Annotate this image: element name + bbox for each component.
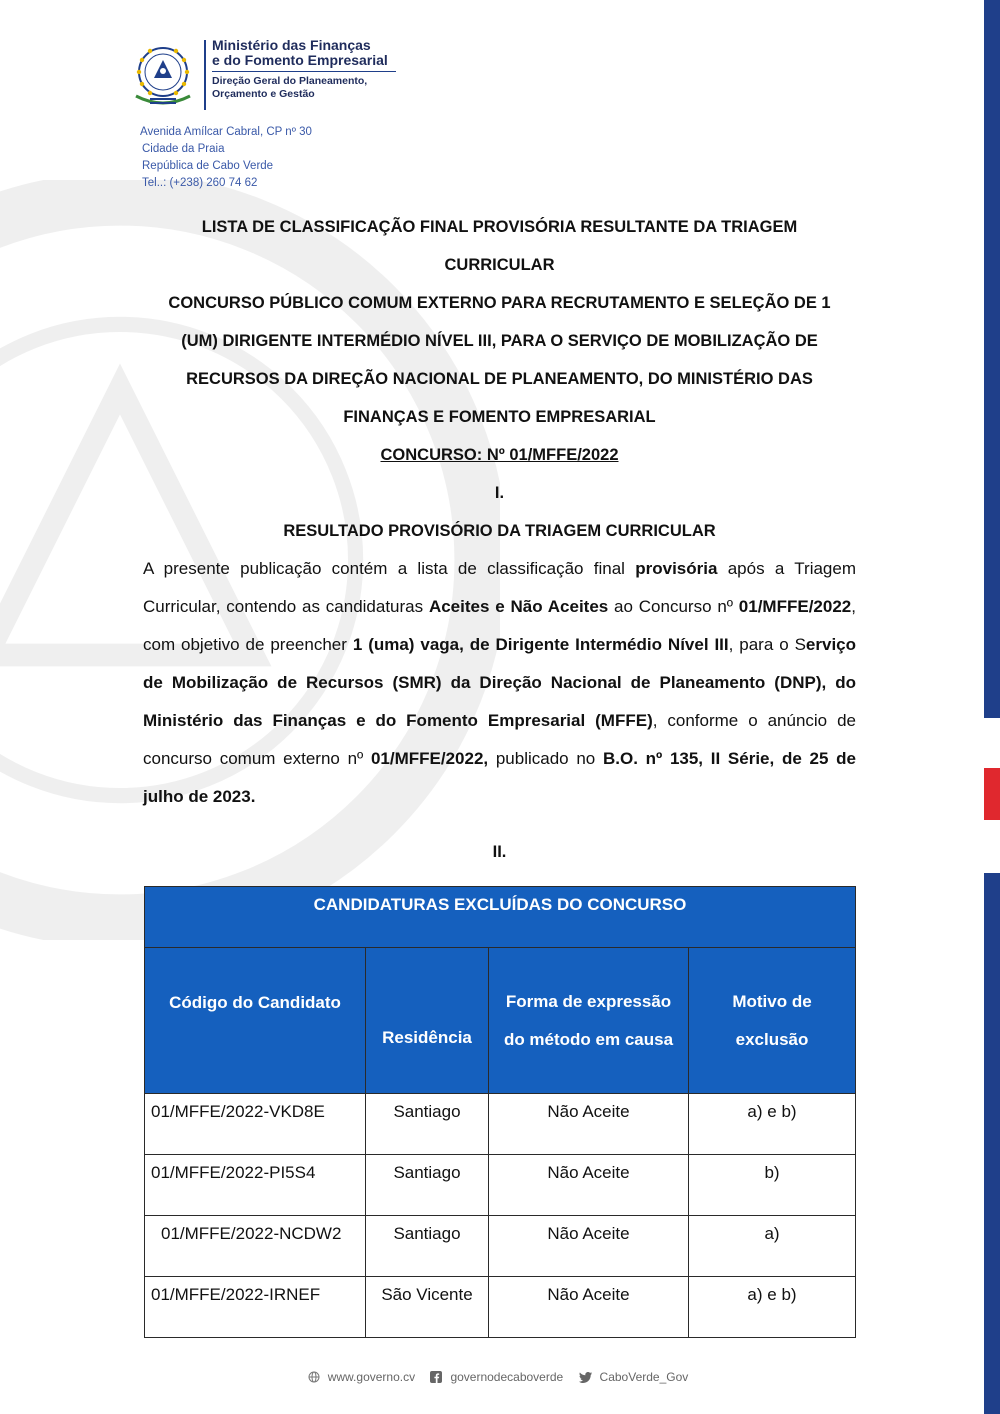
- col-header-forma-line2: do método em causa: [503, 1029, 674, 1049]
- table-row: [145, 1216, 856, 1277]
- cell-motivo: a) e b): [689, 1277, 856, 1338]
- address-line: Cidade da Praia: [142, 143, 225, 155]
- concurso-title-line: FINANÇAS E FOMENTO EMPRESARIAL: [343, 408, 656, 426]
- table-row: [145, 1277, 856, 1338]
- section-1-number: I.: [494, 484, 505, 502]
- cell-residencia: Santiago: [366, 1155, 489, 1216]
- footer-twitter-text: CaboVerde_Gov: [599, 1370, 689, 1384]
- paragraph-text: publicado no: [488, 749, 603, 768]
- footer-facebook-text: governodecaboverde: [450, 1370, 564, 1384]
- globe-icon: [308, 1371, 320, 1383]
- edge-bar-blue-top: [984, 0, 1000, 718]
- excluded-candidates-table: [144, 886, 856, 1338]
- paragraph-text: , para o S: [728, 635, 806, 654]
- address-block: [140, 124, 312, 192]
- col-header-forma: [489, 948, 689, 1094]
- col-header-motivo: [689, 948, 856, 1094]
- footer-twitter[interactable]: [579, 1370, 693, 1384]
- footer: [0, 1370, 1000, 1384]
- col-header-code: Código do Candidato: [145, 948, 366, 1094]
- header-divider: [204, 40, 206, 110]
- table-row: [145, 1155, 856, 1216]
- document-body: [143, 208, 856, 871]
- cell-forma: Não Aceite: [489, 1277, 689, 1338]
- edge-bar-blue-bottom: [984, 873, 1000, 1414]
- cell-code: 01/MFFE/2022-NCDW2: [145, 1216, 366, 1277]
- intro-paragraph: [143, 550, 856, 816]
- cell-forma: Não Aceite: [489, 1094, 689, 1155]
- table-header-row: [145, 948, 856, 1094]
- footer-site[interactable]: [308, 1370, 419, 1384]
- col-header-forma-line1: Forma de expressão: [505, 991, 672, 1011]
- table-title: CANDIDATURAS EXCLUÍDAS DO CONCURSO: [145, 887, 856, 948]
- paragraph-bold: B.O. nº 135, II Série, de 25 de julho de 2023.: [143, 749, 856, 806]
- ministry-line1: Ministério das Finanças: [212, 37, 371, 53]
- col-header-residencia: Residência: [366, 948, 489, 1094]
- paragraph-bold: 01/MFFE/2022: [738, 597, 852, 616]
- cell-code: 01/MFFE/2022-IRNEF: [145, 1277, 366, 1338]
- edge-bar-red: [984, 768, 1000, 820]
- ministry-rule: [212, 71, 396, 72]
- cell-motivo: b): [689, 1155, 856, 1216]
- section-1-title: RESULTADO PROVISÓRIO DA TRIAGEM CURRICULAR: [283, 522, 716, 540]
- concurso-title-line: RECURSOS DA DIREÇÃO NACIONAL DE PLANEAMENTO, DO MINISTÉRIO DAS: [186, 370, 813, 388]
- footer-site-text: www.governo.cv: [327, 1370, 416, 1384]
- col-header-motivo-line1: Motivo de: [732, 991, 812, 1011]
- cell-forma: Não Aceite: [489, 1155, 689, 1216]
- paragraph-text: , com objetivo de preencher: [143, 597, 856, 654]
- cell-residencia: Santiago: [366, 1216, 489, 1277]
- table-row: [145, 1094, 856, 1155]
- paragraph-bold: erviço de Mobilização de Recursos (SMR) da Direção Nacional de Planeamento (DNP), do Ministério das Finanças e do Fomento Empresarial (MFFE): [143, 635, 857, 730]
- paragraph-text: ao Concurso nº: [608, 597, 739, 616]
- cell-code: 01/MFFE/2022-PI5S4: [145, 1155, 366, 1216]
- concurso-number-text: CONCURSO: Nº 01/MFFE/2022: [380, 446, 619, 464]
- concurso-title-line: (UM) DIRIGENTE INTERMÉDIO NÍVEL III, PARA O SERVIÇO DE MOBILIZAÇÃO DE: [181, 332, 818, 350]
- facebook-icon: [430, 1371, 442, 1383]
- paragraph-bold: 01/MFFE/2022,: [370, 749, 489, 768]
- section-2-number: II.: [492, 843, 507, 861]
- address-line: Avenida Amílcar Cabral, CP nº 30: [140, 126, 312, 138]
- cell-residencia: São Vicente: [366, 1277, 489, 1338]
- paragraph-bold: provisória: [635, 559, 718, 578]
- paragraph-text: , conforme o anúncio de concurso comum externo nº: [143, 711, 856, 768]
- paragraph-text: após a Triagem Curricular, contendo as candidaturas: [143, 559, 856, 616]
- cell-code: 01/MFFE/2022-VKD8E: [145, 1094, 366, 1155]
- paragraph-bold: 1 (uma) vaga, de Dirigente Intermédio Nível III: [352, 635, 729, 654]
- address-line: Tel..: (+238) 260 74 62: [142, 177, 258, 189]
- cell-residencia: Santiago: [366, 1094, 489, 1155]
- address-line: República de Cabo Verde: [142, 160, 274, 172]
- col-header-motivo-line2: exclusão: [735, 1029, 809, 1049]
- footer-facebook[interactable]: [430, 1370, 567, 1384]
- dept-line2: Orçamento e Gestão: [212, 88, 315, 100]
- twitter-icon: [579, 1372, 592, 1383]
- dept-line1: Direção Geral do Planeamento,: [212, 75, 368, 87]
- letterhead: [128, 38, 396, 110]
- ministry-name: [212, 38, 396, 101]
- cell-forma: Não Aceite: [489, 1216, 689, 1277]
- coat-of-arms-icon: [128, 38, 198, 110]
- doc-title-line: LISTA DE CLASSIFICAÇÃO FINAL PROVISÓRIA RESULTANTE DA TRIAGEM: [201, 218, 798, 236]
- cell-motivo: a): [689, 1216, 856, 1277]
- concurso-number: [143, 436, 856, 474]
- concurso-title-line: CONCURSO PÚBLICO COMUM EXTERNO PARA RECRUTAMENTO E SELEÇÃO DE 1: [168, 294, 831, 312]
- paragraph-text: A presente publicação contém a lista de classificação final: [143, 559, 636, 578]
- cell-motivo: a) e b): [689, 1094, 856, 1155]
- paragraph-bold: Aceites e Não Aceites: [428, 597, 609, 616]
- ministry-line2: e do Fomento Empresarial: [212, 52, 388, 68]
- doc-title-line: CURRICULAR: [444, 256, 555, 274]
